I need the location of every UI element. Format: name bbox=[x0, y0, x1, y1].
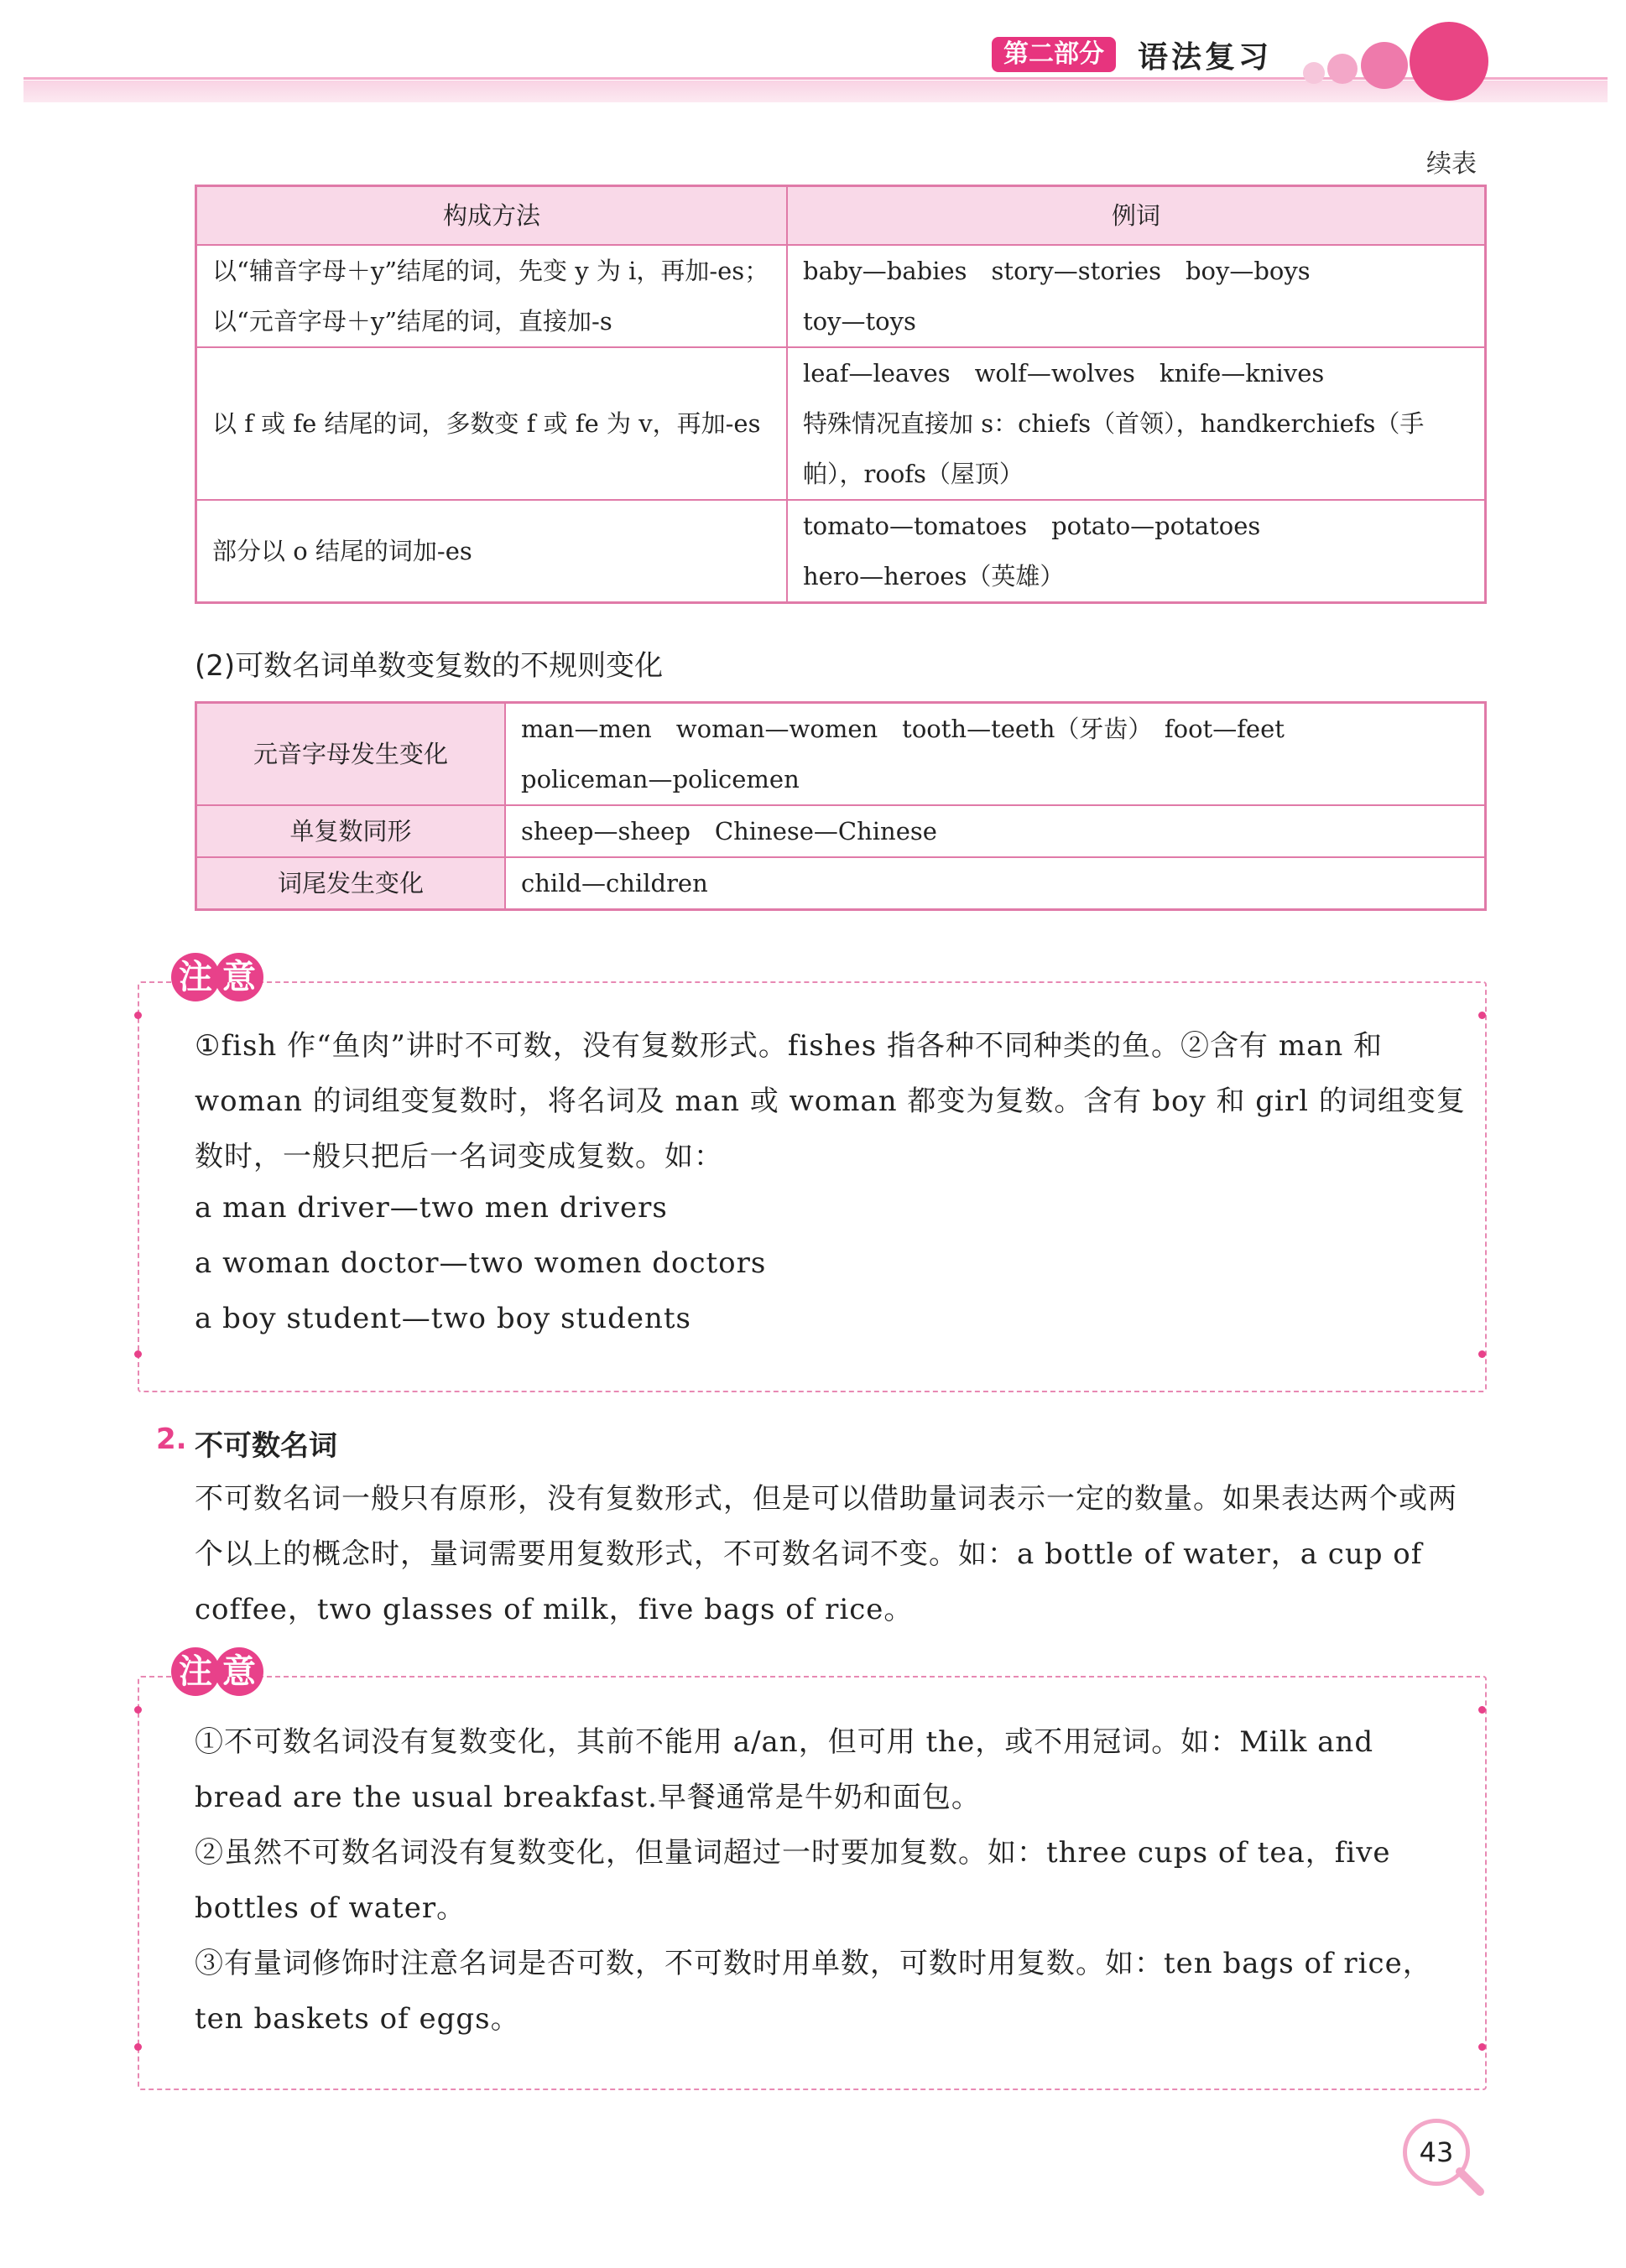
decor-dot bbox=[1303, 62, 1325, 84]
decor-dot bbox=[1327, 54, 1358, 84]
table-row bbox=[196, 245, 1486, 347]
pin-dot bbox=[1478, 2043, 1486, 2051]
row-label: 单复数同形 bbox=[196, 805, 506, 857]
example-line: 特殊情况直接加 s：chiefs（首领），handkerchiefs（手帕），roofs（屋顶） bbox=[803, 409, 1425, 488]
note-badge-char: 注 bbox=[171, 953, 220, 1001]
magnifier-handle bbox=[1454, 2166, 1486, 2198]
method-cell: 以“辅音字母＋y”结尾的词，先变 y 为 i，再加-es；以“元音字母＋y”结尾的词，直接加-s bbox=[196, 245, 788, 347]
section-title: 不可数名词 bbox=[195, 1429, 337, 1463]
pin-dot bbox=[1478, 1012, 1486, 1019]
method-cell: 以 f 或 fe 结尾的词，多数变 f 或 fe 为 v，再加-es bbox=[196, 347, 788, 500]
plural-rules-table bbox=[195, 185, 1487, 604]
example-line: policeman—policemen bbox=[521, 765, 800, 793]
examples-cell bbox=[787, 500, 1486, 603]
pin-dot bbox=[1478, 1706, 1486, 1714]
column-header-method: 构成方法 bbox=[196, 186, 788, 246]
example-line: hero—heroes（英雄） bbox=[803, 562, 1065, 590]
irregular-plural-table bbox=[195, 701, 1487, 911]
example-line: a boy student—two boy students bbox=[195, 1302, 691, 1335]
page-number: 43 bbox=[1403, 2119, 1470, 2186]
column-header-examples: 例词 bbox=[787, 186, 1486, 246]
note2-item: ③有量词修饰时注意名词是否可数，不可数时用单数，可数时用复数。如：ten bags of rice，ten baskets of eggs。 bbox=[195, 1947, 1432, 2036]
pin-dot bbox=[134, 1706, 142, 1714]
pin-dot bbox=[134, 1350, 142, 1358]
example-line: man—men woman—women tooth—teeth（牙齿） foot—feet bbox=[521, 715, 1285, 743]
subheading: (2)可数名词单数变复数的不规则变化 bbox=[195, 649, 664, 683]
note-badge bbox=[171, 953, 280, 1003]
table-row bbox=[196, 703, 1486, 806]
example-line: child—children bbox=[521, 869, 708, 897]
example-line: leaf—leaves wolf—wolves knife—knives bbox=[803, 359, 1325, 388]
pin-dot bbox=[1478, 1350, 1486, 1358]
example-line: tomato—tomatoes potato—potatoes bbox=[803, 512, 1261, 540]
note-badge-char: 意 bbox=[215, 953, 263, 1001]
section-number: 2. bbox=[156, 1423, 187, 1456]
examples-cell bbox=[505, 703, 1486, 806]
table-row bbox=[196, 500, 1486, 603]
examples-cell bbox=[505, 857, 1486, 910]
example-line: a woman doctor—two women doctors bbox=[195, 1246, 767, 1280]
examples-cell bbox=[787, 245, 1486, 347]
decor-dot bbox=[1361, 42, 1408, 89]
example-line: a man driver—two men drivers bbox=[195, 1191, 668, 1225]
method-cell: 部分以 o 结尾的词加-es bbox=[196, 500, 788, 603]
section-text: 不可数名词一般只有原形，没有复数形式，但是可以借助量词表示一定的数量。如果表达两个或两个以上的概念时，量词需要用复数形式，不可数名词不变。如：a bottle of water，a cup of coffee，two glasses of milk，five bags of rice。 bbox=[195, 1482, 1457, 1626]
table-row bbox=[196, 347, 1486, 500]
pin-dot bbox=[134, 1012, 142, 1019]
example-line: sheep—sheep Chinese—Chinese bbox=[521, 817, 937, 845]
examples-cell bbox=[505, 805, 1486, 857]
note1-text: ①fish 作“鱼肉”讲时不可数，没有复数形式。fishes 指各种不同种类的鱼。②含有 man 和 woman 的词组变复数时，将名词及 man 或 woman 都变为复数。含有 boy 和 girl 的词组变复数时，一般只把后一名词变成复数。如： bbox=[195, 1029, 1466, 1173]
note-badge-char: 注 bbox=[171, 1647, 220, 1696]
note2-list bbox=[195, 1714, 1470, 2047]
examples-cell bbox=[787, 347, 1486, 500]
pin-dot bbox=[134, 2043, 142, 2051]
note-badge bbox=[171, 1647, 280, 1698]
table-row bbox=[196, 805, 1486, 857]
row-label: 词尾发生变化 bbox=[196, 857, 506, 910]
row-label: 元音字母发生变化 bbox=[196, 703, 506, 806]
header-title: 语法复习 bbox=[1138, 40, 1273, 75]
note2-item: ②虽然不可数名词没有复数变化，但量词超过一时要加复数。如：three cups of tea，five bottles of water。 bbox=[195, 1836, 1391, 1925]
note2-item: ①不可数名词没有复数变化，其前不能用 a/an，但可用 the，或不用冠词。如：Milk and bread are the usual breakfast.早餐通常是牛奶和面包。 bbox=[195, 1725, 1374, 1814]
section-badge: 第二部分 bbox=[992, 37, 1116, 72]
table-header-row bbox=[196, 186, 1486, 246]
note-badge-char: 意 bbox=[215, 1647, 263, 1696]
table-row bbox=[196, 857, 1486, 910]
example-line: toy—toys bbox=[803, 307, 916, 336]
continued-label: 续表 bbox=[1426, 149, 1477, 179]
decor-dot bbox=[1410, 22, 1488, 101]
example-line: baby—babies story—stories boy—boys bbox=[803, 257, 1311, 285]
